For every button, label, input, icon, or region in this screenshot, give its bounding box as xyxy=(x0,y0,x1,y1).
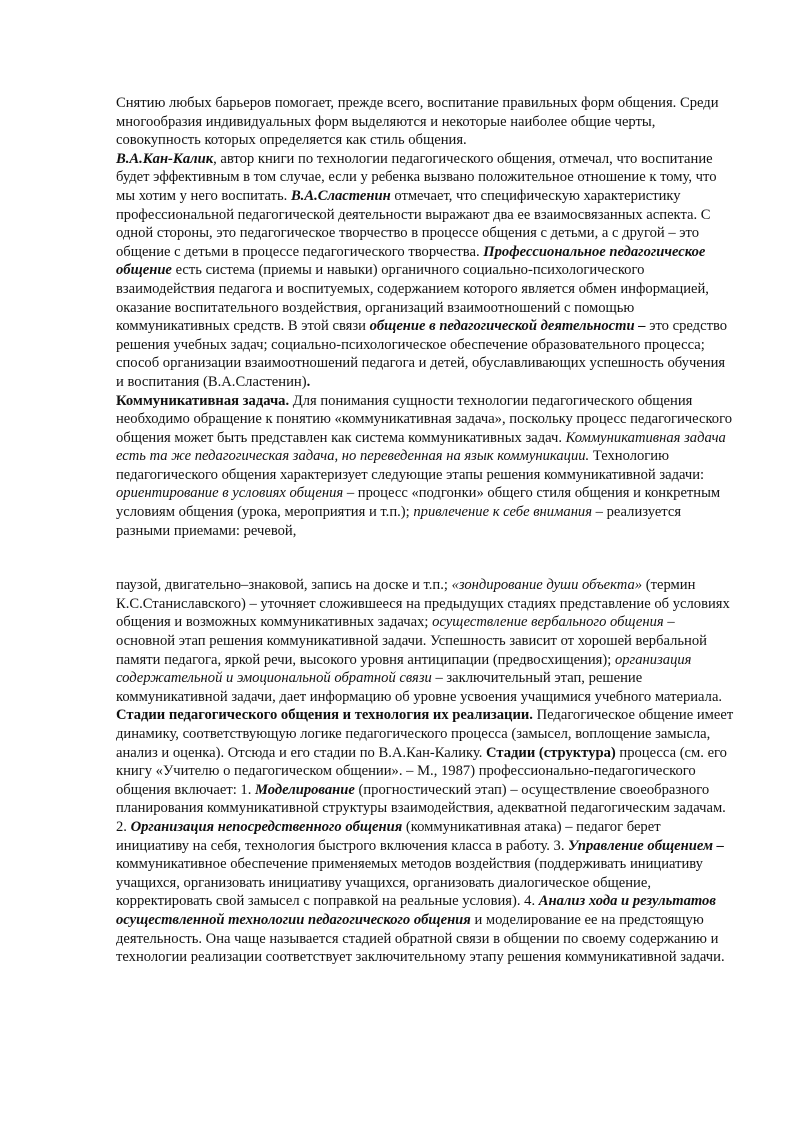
text-run: и моделирование ее на предстоящую деятельность. Она чаще называется стадией обратной связи в общении по своему содержанию и технологии реализации соответствует заключительному этапу решения коммуникативной задачи. xyxy=(116,911,725,966)
paragraph xyxy=(116,392,734,541)
emphasis-text: ориентирование в условиях общения xyxy=(116,485,344,502)
text-run: отмечает, что специфическую характеристику профессиональной педагогической деятельности выражают два ее взаимосвязанных аспекта. С одной стороны, это педагогическое творчество в процессе общения с детьми, а с другой – это общение с детьми в процессе педагогического творчества. xyxy=(116,187,711,260)
emphasis-text: Моделирование xyxy=(255,781,355,798)
emphasis-text: осуществление вербального общения xyxy=(432,614,664,631)
emphasis-text: Коммуникативная задача. xyxy=(116,392,290,409)
text-run: процесса (см. его книгу «Учителю о педагогическом общении». – М., 1987) профессионально-педагогического общения включает: 1. xyxy=(116,744,727,798)
paragraph xyxy=(116,94,734,150)
emphasis-text: «зондирование души объекта» xyxy=(451,577,643,594)
text-run: – процесс «подгонки» общего стиля общения и конкретным условиям общения (урока, мероприятия и т.п.); xyxy=(116,485,721,521)
text-run: есть система (приемы и навыки) органичного социально-психологического взаимодействия педагога и воспитуемых, содержанием которого является обмен информацией, оказание воспитательного воздействия, организаций взаимоотношений с помощью коммуникативных средств. В этой связи xyxy=(116,262,709,335)
emphasis-text: В.А.Кан-Калик xyxy=(116,150,214,167)
text-run: – основной этап решения коммуникативной задачи. Успешность зависит от хорошей вербальной памяти педагога, яркой речи, высокого уровня антиципации (предвосхищения); xyxy=(116,614,707,668)
text-run: Педагогическое общение имеет динамику, соответствующую логике педагогического процесса (замысел, воплощение замысла, анализ и оценка). Отсюда и его стадии по В.А.Кан-Калику. xyxy=(116,707,734,761)
emphasis-text: Стадии педагогического общения и технология их реализации. xyxy=(116,707,533,724)
text-run: это средство решения учебных задач; социально-психологическое обеспечение образовательного процесса; способ организации взаимоотношений педагога и детей, обуславливающих успешность обучения и воспитания (В.А.Сластенин) xyxy=(116,318,728,390)
text-run: Снятию любых барьеров помогает, прежде всего, воспитание правильных форм общения. Среди многообразия индивидуальных форм выделяются и некоторые наиболее общие черты, совокупность которых определяется как стиль общения. xyxy=(116,95,719,149)
paragraph xyxy=(116,576,734,706)
text-run: Для понимания сущности технологии педагогического общения необходимо обращение к понятию «коммуникативная задача», поскольку процесс педагогического общения может быть представлен как система коммуникативных задач. xyxy=(116,392,733,446)
text-run: паузой, двигательно–знаковой, запись на доске и т.п.; xyxy=(116,577,452,594)
emphasis-text: Анализ хода и результатов осуществленной технологии педагогического общения xyxy=(116,893,716,928)
emphasis-text: Организация непосредственного общения xyxy=(130,818,403,835)
text-run: Технологию педагогического общения характеризует следующие этапы решения коммуникативной задачи: xyxy=(116,448,705,483)
text-run: – реализуется разными приемами: речевой, xyxy=(116,504,682,539)
emphasis-text: Профессиональное педагогическое общение xyxy=(116,243,706,279)
emphasis-text: привлечение к себе внимания xyxy=(413,504,593,521)
document-body xyxy=(116,94,734,967)
text-run: (коммуникативная атака) – педагог берет инициативу на себя, технология быстрого включения класса в работу. 3. xyxy=(116,818,661,854)
text-run: (термин К.С.Станиславского) – уточняет сложившееся на предыдущих стадиях представление об условиях общения и возможных коммуникативных задачах; xyxy=(116,577,730,631)
emphasis-text: Коммуникативная задача есть та же педагогическая задача, но переведенная на язык коммуникации. xyxy=(116,429,726,465)
emphasis-text: В.А.Сластенин xyxy=(290,187,391,204)
emphasis-text: Стадии (структура) xyxy=(486,744,616,761)
emphasis-text: Управление общением – xyxy=(568,837,724,854)
emphasis-text: общение в педагогической деятельности – xyxy=(369,318,646,335)
text-run: , автор книги по технологии педагогического общения, отмечал, что воспитание будет эффективным в том случае, если у ребенка вызвано положительное отношение к тому, что мы хотим у него воспитать. xyxy=(116,150,717,204)
paragraph xyxy=(116,150,734,392)
text-run: коммуникативное обеспечение применяемых методов воздействия (поддерживать инициативу учащихся, организовать инициативу учащихся, организовать диалогическое общение, корректировать свой замысел с поправкой на реальные условия). 4. xyxy=(116,856,703,910)
text-run: – заключительный этап, решение коммуникативной задачи, дает информацию об уровне усвоения учащимися учебного материала. xyxy=(116,670,723,705)
text-run: (прогностический этап) – осуществление своеобразного планирования коммуникативной структуры взаимодействия, адекватной педагогическим задачам. 2. xyxy=(116,781,726,835)
emphasis-text: . xyxy=(306,373,311,390)
paragraph xyxy=(116,706,734,966)
emphasis-text: организация содержательной и эмоциональной обратной связи xyxy=(116,651,692,687)
page-break-gap xyxy=(116,540,734,576)
